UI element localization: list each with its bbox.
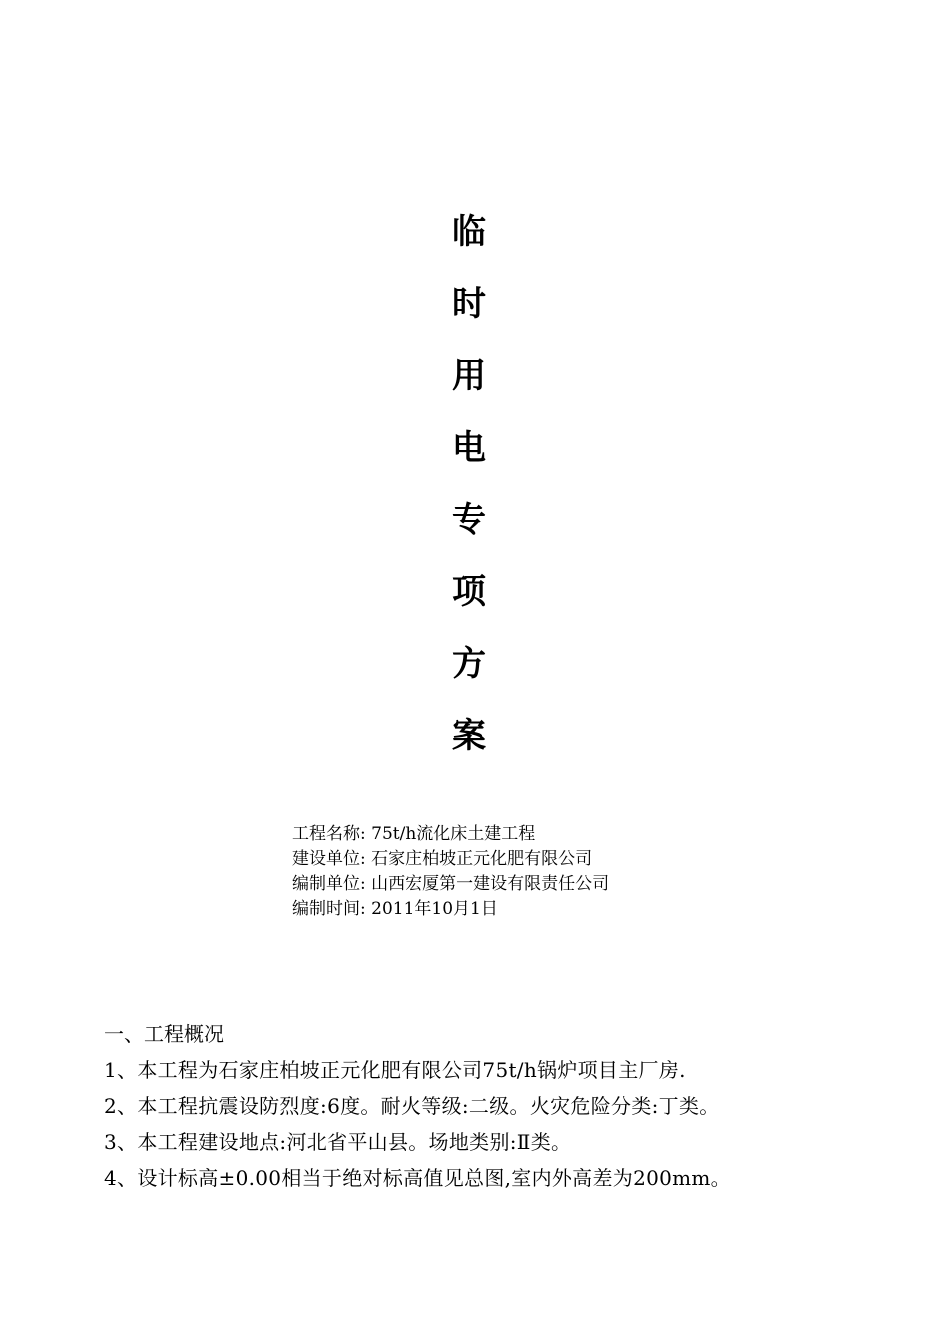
project-name-line <box>292 822 812 847</box>
title-char: 专 <box>452 500 486 540</box>
overview-item: 4、设计标高±0.00相当于绝对标高值见总图,室内外高差为200mm。 <box>104 1166 731 1190</box>
project-info <box>292 822 812 922</box>
title-char: 时 <box>452 284 486 324</box>
compiler-line <box>292 872 812 897</box>
title-char: 电 <box>452 428 486 468</box>
overview-item: 3、本工程建设地点:河北省平山县。场地类别:Ⅱ类。 <box>104 1130 572 1154</box>
overview-item: 2、本工程抗震设防烈度:6度。耐火等级:二级。火灾危险分类:丁类。 <box>104 1094 720 1118</box>
compiler-label: 编制单位: <box>292 874 366 894</box>
title-char: 案 <box>452 716 486 756</box>
section-heading: 一、工程概况 <box>104 1022 224 1046</box>
date-label: 编制时间: <box>292 899 366 919</box>
date-line <box>292 897 812 922</box>
overview-section <box>104 1016 904 1196</box>
date-value: 2011年10月1日 <box>371 899 498 919</box>
builder-value: 石家庄柏坡正元化肥有限公司 <box>371 849 593 869</box>
title-char: 方 <box>452 644 486 684</box>
builder-label: 建设单位: <box>292 849 366 869</box>
project-name-value: 75t/h流化床土建工程 <box>371 824 536 844</box>
compiler-value: 山西宏厦第一建设有限责任公司 <box>371 874 610 894</box>
title-char: 临 <box>452 212 486 252</box>
title-char: 项 <box>452 572 486 612</box>
project-name-label: 工程名称: <box>292 824 366 844</box>
title-char: 用 <box>452 356 486 396</box>
overview-item: 1、本工程为石家庄柏坡正元化肥有限公司75t/h锅炉项目主厂房. <box>104 1058 686 1082</box>
builder-line <box>292 847 812 872</box>
document-title <box>0 196 950 772</box>
